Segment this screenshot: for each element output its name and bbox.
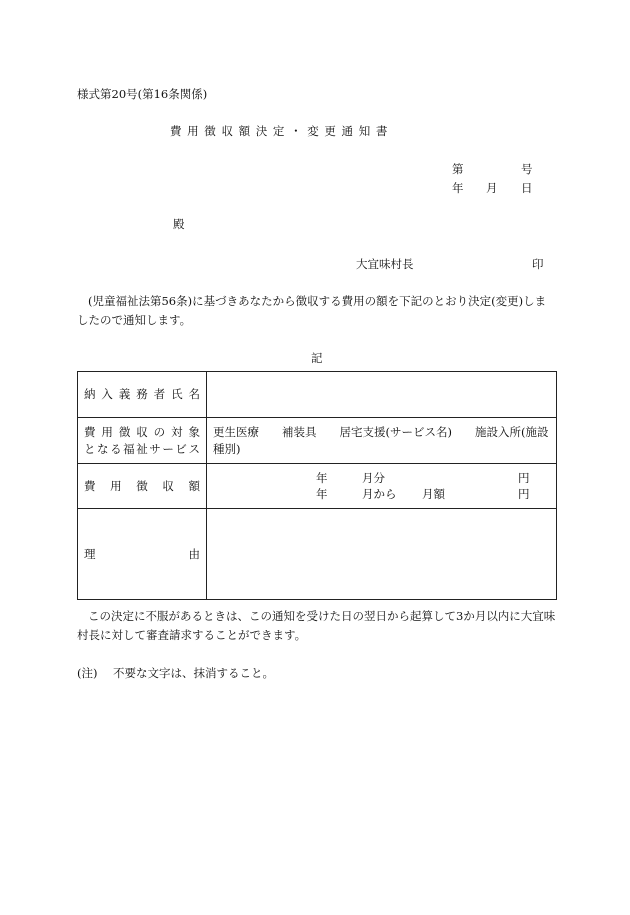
document-title: 費 用 徴 収 額 決 定 ・ 変 更 通 知 書 <box>170 124 389 138</box>
fee-amount-label: 費 用 徴 収 額 <box>78 464 207 509</box>
issuer: 大宜味村長 <box>356 257 414 271</box>
table-row <box>78 372 557 418</box>
appeal-notice: この決定に不服があるときは、この通知を受けた日の翌日から起算して3か月以内に大宜味村長に対して審査請求することができます。 <box>77 609 556 642</box>
service-label-line2: となる福祉サービス <box>84 441 200 456</box>
form-number: 様式第20号(第16条関係) <box>77 87 208 101</box>
note-label: (注) <box>77 666 98 680</box>
table-row <box>78 464 557 509</box>
reason-label: 理 由 <box>78 509 207 600</box>
reason-value <box>207 509 557 600</box>
ki-heading: 記 <box>311 351 323 365</box>
addressee-honorific: 殿 <box>173 217 185 231</box>
date-day: 日 <box>521 181 533 195</box>
seal-mark: 印 <box>532 257 544 271</box>
doc-number-go: 号 <box>521 162 533 176</box>
doc-number-dai: 第 <box>452 162 464 176</box>
payer-name-label: 納入義務者氏名 <box>78 372 207 418</box>
table-row <box>78 418 557 464</box>
fee-table <box>77 371 557 600</box>
note-text: 不要な文字は、抹消すること。 <box>113 666 274 680</box>
date-month: 月 <box>486 181 498 195</box>
service-options: 更生医療 補装具 居宅支援(サービス名) 施設入所(施設種別) <box>207 418 557 464</box>
fee-amount-value: 年 月分 円 年 月から 月額 円 <box>207 464 557 509</box>
service-label <box>78 418 207 464</box>
date-year: 年 <box>452 181 464 195</box>
payer-name-value <box>207 372 557 418</box>
intro-paragraph: (児童福祉法第56条)に基づきあなたから徴収する費用の額を下記のとおり決定(変更)しましたので通知します。 <box>77 294 547 327</box>
table-row <box>78 509 557 600</box>
service-label-line1: 費用徴収の対象 <box>84 424 200 439</box>
